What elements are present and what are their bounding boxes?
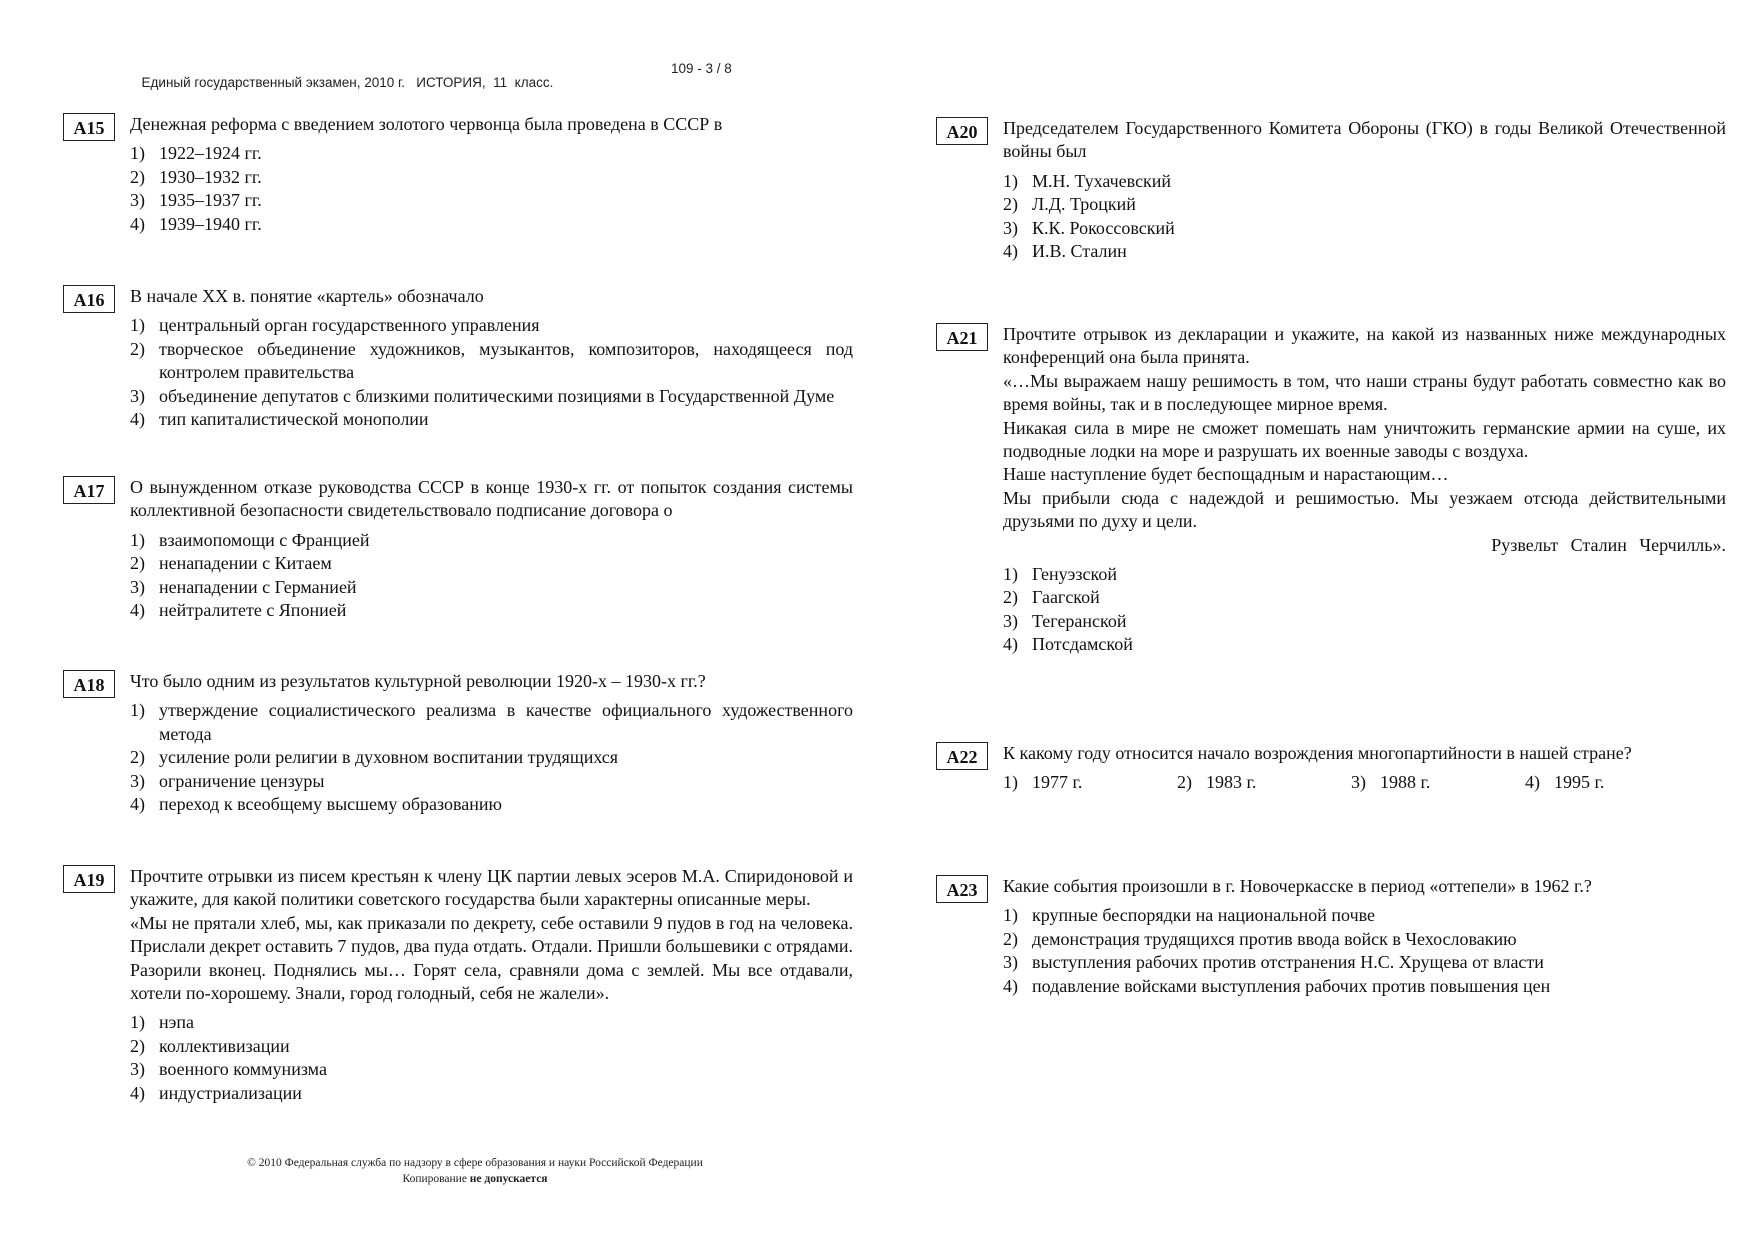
question-body: [130, 476, 853, 622]
answer-option[interactable]: [1003, 904, 1726, 927]
option-text: объединение депутатов с близкими политическими позициями в Государственной Думе: [159, 385, 835, 406]
option-text: Тегеранской: [1032, 610, 1127, 631]
question-body: [130, 865, 853, 1105]
answer-option[interactable]: [1003, 193, 1726, 216]
answer-option[interactable]: [130, 314, 853, 337]
copy-notice-bold: не допускается: [469, 1173, 548, 1185]
option-number: 2): [130, 338, 145, 359]
option-number: 4): [130, 213, 145, 234]
option-number: 2): [130, 1035, 145, 1056]
question-stem: [130, 476, 853, 523]
answer-option[interactable]: [130, 770, 853, 793]
answer-option[interactable]: [130, 599, 853, 622]
answer-option[interactable]: [1003, 563, 1726, 586]
option-text: военного коммунизма: [159, 1059, 327, 1080]
option-text: демонстрация трудящихся против ввода войск в Чехословакию: [1032, 928, 1517, 949]
option-text: 1977 г.: [1032, 772, 1083, 793]
answer-option[interactable]: [130, 213, 853, 236]
stem-paragraph: В начале XX в. понятие «картель» обозначало: [130, 286, 484, 306]
stem-paragraph: Мы прибыли сюда с надеждой и решимостью. Мы уезжаем отсюда действительными друзьями по духу и цели.: [1003, 487, 1726, 532]
option-number: 2): [130, 747, 145, 768]
question-stem: [130, 285, 853, 308]
answer-option[interactable]: [1003, 928, 1726, 951]
answer-options: [1003, 170, 1726, 264]
option-text: переход к всеобщему высшему образованию: [159, 794, 503, 815]
option-number: 2): [1003, 194, 1018, 215]
option-text: 1988 г.: [1380, 772, 1431, 793]
answer-option[interactable]: [130, 338, 853, 385]
option-number: 3): [130, 1059, 145, 1080]
option-text: усиление роли религии в духовном воспитании трудящихся: [159, 747, 619, 768]
footer: [150, 1155, 800, 1187]
question-stem: [130, 670, 853, 693]
question-stem: [1003, 742, 1726, 765]
option-number: 4): [130, 794, 145, 815]
question-a21: [936, 323, 1726, 657]
question-label: A18: [63, 670, 115, 698]
question-a18: [63, 670, 853, 816]
option-text: ненападении с Германией: [159, 576, 357, 597]
question-a20: [936, 117, 1726, 263]
answer-option[interactable]: [130, 142, 853, 165]
answer-option[interactable]: [1003, 217, 1726, 240]
option-text: М.Н. Тухачевский: [1032, 170, 1172, 191]
answer-options: [130, 529, 853, 623]
option-text: тип капиталистической монополии: [159, 409, 429, 430]
option-text: К.К. Рокоссовский: [1032, 217, 1175, 238]
option-text: взаимопомощи с Францией: [159, 529, 370, 550]
answer-option[interactable]: [1003, 975, 1726, 998]
option-number: 4): [1003, 975, 1018, 996]
stem-paragraph: Прочтите отрывок из декларации и укажите, на какой из названных ниже международных конференций она была принята.: [1003, 324, 1726, 368]
question-a23: [936, 875, 1726, 998]
option-number: 1): [130, 1012, 145, 1033]
answer-option[interactable]: [1003, 771, 1177, 794]
option-text: Гаагской: [1032, 587, 1100, 608]
answer-option[interactable]: [1525, 771, 1699, 794]
question-body: [130, 285, 853, 431]
signature: Рузвельт Сталин Черчилль».: [1491, 534, 1726, 555]
answer-option[interactable]: [130, 189, 853, 212]
option-text: Л.Д. Троцкий: [1032, 194, 1136, 215]
question-label: A19: [63, 865, 115, 893]
answer-option[interactable]: [1003, 170, 1726, 193]
answer-option[interactable]: [130, 746, 853, 769]
question-stem: [1003, 117, 1726, 164]
option-text: ненападении с Китаем: [159, 553, 332, 574]
option-text: нейтралитете с Японией: [159, 600, 347, 621]
option-number: 1): [130, 315, 145, 336]
option-number: 3): [130, 576, 145, 597]
question-stem: [130, 865, 853, 1005]
page-number: 109 - 3 / 8: [671, 61, 732, 76]
option-number: 1): [130, 700, 145, 721]
stem-paragraph: О вынужденном отказе руководства СССР в конце 1930-х гг. от попыток создания системы коллективной безопасности свидетельствовало подписание договора о: [130, 477, 853, 521]
answer-option[interactable]: [130, 1011, 853, 1034]
option-number: 2): [130, 166, 145, 187]
option-number: 1): [1003, 564, 1018, 585]
question-label: A22: [936, 742, 988, 770]
answer-option[interactable]: [1003, 633, 1726, 656]
option-number: 1): [1003, 772, 1018, 793]
option-text: коллективизации: [159, 1035, 290, 1056]
question-body: [1003, 875, 1726, 998]
option-number: 1): [130, 529, 145, 550]
option-number: 3): [130, 770, 145, 791]
page-header: [134, 60, 732, 105]
question-label: A15: [63, 113, 115, 141]
question-a16: [63, 285, 853, 431]
option-number: 2): [130, 553, 145, 574]
option-number: 3): [1003, 610, 1018, 631]
option-number: 3): [130, 385, 145, 406]
question-a19: [63, 865, 853, 1105]
option-text: 1930–1932 гг.: [159, 166, 262, 187]
answer-option[interactable]: [130, 552, 853, 575]
option-text: подавление войсками выступления рабочих против повышения цен: [1032, 975, 1551, 996]
answer-options: [1003, 771, 1726, 794]
stem-paragraph: Денежная реформа с введением золотого червонца была проведена в СССР в: [130, 114, 723, 134]
option-number: 3): [1351, 772, 1366, 793]
question-body: [130, 113, 853, 236]
option-number: 3): [130, 190, 145, 211]
question-body: [1003, 117, 1726, 263]
option-text: творческое объединение художников, музыкантов, композиторов, находящееся под контролем правительства: [159, 338, 853, 383]
stem-paragraph: Наше наступление будет беспощадным и нарастающим…: [1003, 464, 1449, 485]
option-number: 4): [1525, 772, 1540, 793]
option-text: 1983 г.: [1206, 772, 1257, 793]
option-number: 1): [1003, 170, 1018, 191]
question-label: A16: [63, 285, 115, 313]
answer-options: [130, 1011, 853, 1105]
answer-option[interactable]: [130, 385, 853, 408]
option-text: 1939–1940 гг.: [159, 213, 262, 234]
option-number: 2): [1177, 772, 1192, 793]
answer-option[interactable]: [130, 408, 853, 431]
answer-options: [1003, 904, 1726, 998]
option-number: 4): [1003, 634, 1018, 655]
stem-paragraph: «Мы не прятали хлеб, мы, как приказали по декрету, себе оставили 9 пудов в год на человека. Прислали декрет оставить 7 пудов, два пуда отдать. Отдали. Пришли большевики с отрядами. Разорили вконец. Поднялись мы… Горят села, сравняли дома с землей. Мы все отдавали, хотели по-хорошему. Знали, город голодный, себя не жалели».: [130, 912, 853, 1004]
header-title: Единый государственный экзамен, 2010 г. ИСТОРИЯ, 11 класс.: [141, 75, 554, 90]
option-number: 4): [130, 1082, 145, 1103]
option-number: 2): [1003, 928, 1018, 949]
answer-option[interactable]: [130, 529, 853, 552]
answer-option[interactable]: [130, 699, 853, 746]
answer-option[interactable]: [1351, 771, 1525, 794]
stem-paragraph: Прочтите отрывки из писем крестьян к члену ЦК партии левых эсеров М.А. Спиридоновой и укажите, для какой политики советского государства были характерны описанные меры.: [130, 866, 853, 910]
question-label: A20: [936, 117, 988, 145]
option-number: 1): [1003, 905, 1018, 926]
option-number: 1): [130, 143, 145, 164]
answer-option[interactable]: [130, 1035, 853, 1058]
question-stem: [130, 113, 853, 136]
option-text: крупные беспорядки на национальной почве: [1032, 905, 1376, 926]
question-a22: [936, 742, 1726, 795]
option-text: Генуэзской: [1032, 564, 1117, 585]
stem-paragraph: Председателем Государственного Комитета Обороны (ГКО) в годы Великой Отечественной войны был: [1003, 118, 1726, 162]
answer-option[interactable]: [1177, 771, 1351, 794]
option-number: 3): [1003, 217, 1018, 238]
stem-paragraph: К какому году относится начало возрождения многопартийности в нашей стране?: [1003, 743, 1632, 763]
option-text: выступления рабочих против отстранения Н.С. Хрущева от власти: [1032, 952, 1544, 973]
answer-option[interactable]: [130, 793, 853, 816]
answer-option[interactable]: [130, 1082, 853, 1105]
question-body: [1003, 742, 1726, 795]
option-number: 4): [130, 600, 145, 621]
option-number: 4): [130, 409, 145, 430]
option-number: 3): [1003, 952, 1018, 973]
answer-option[interactable]: [1003, 586, 1726, 609]
question-label: A23: [936, 875, 988, 903]
stem-paragraph: Какие события произошли в г. Новочеркасске в период «оттепели» в 1962 г.?: [1003, 876, 1592, 896]
option-text: нэпа: [159, 1012, 194, 1033]
answer-options: [1003, 563, 1726, 657]
answer-option[interactable]: [1003, 951, 1726, 974]
stem-paragraph: «…Мы выражаем нашу решимость в том, что наши страны будут работать совместно как во время войны, так и в последующее мирное время.: [1003, 370, 1726, 415]
option-text: 1922–1924 гг.: [159, 143, 262, 164]
option-text: ограничение цензуры: [159, 770, 325, 791]
option-text: центральный орган государственного управления: [159, 315, 540, 336]
option-text: 1995 г.: [1554, 772, 1605, 793]
option-number: 4): [1003, 241, 1018, 262]
stem-paragraph: Никакая сила в мире не сможет помешать нам уничтожить германские армии на суше, их подводные лодки на море и разрушать их военные заводы с воздуха.: [1003, 417, 1726, 462]
answer-option[interactable]: [130, 166, 853, 189]
option-text: утверждение социалистического реализма в качестве официального художественного метода: [159, 700, 853, 744]
question-stem: [1003, 323, 1726, 557]
answer-option[interactable]: [130, 1058, 853, 1081]
question-body: [130, 670, 853, 816]
question-body: [1003, 323, 1726, 657]
option-text: Потсдамской: [1032, 634, 1133, 655]
copy-notice-prefix: Копирование: [402, 1173, 470, 1185]
answer-option[interactable]: [130, 576, 853, 599]
copyright: © 2010 Федеральная служба по надзору в сфере образования и науки Российской Федерации: [247, 1157, 703, 1169]
option-text: 1935–1937 гг.: [159, 190, 262, 211]
answer-options: [130, 699, 853, 816]
option-text: И.В. Сталин: [1032, 241, 1127, 262]
option-number: 2): [1003, 587, 1018, 608]
stem-paragraph: Что было одним из результатов культурной революции 1920-х – 1930-х гг.?: [130, 671, 706, 691]
answer-option[interactable]: [1003, 240, 1726, 263]
question-stem: [1003, 875, 1726, 898]
answer-option[interactable]: [1003, 610, 1726, 633]
answer-options: [130, 142, 853, 236]
copy-notice: [150, 1171, 800, 1187]
question-a15: [63, 113, 853, 236]
question-label: A21: [936, 323, 988, 351]
answer-options: [130, 314, 853, 431]
question-a17: [63, 476, 853, 622]
question-label: A17: [63, 476, 115, 504]
option-text: индустриализации: [159, 1082, 302, 1103]
